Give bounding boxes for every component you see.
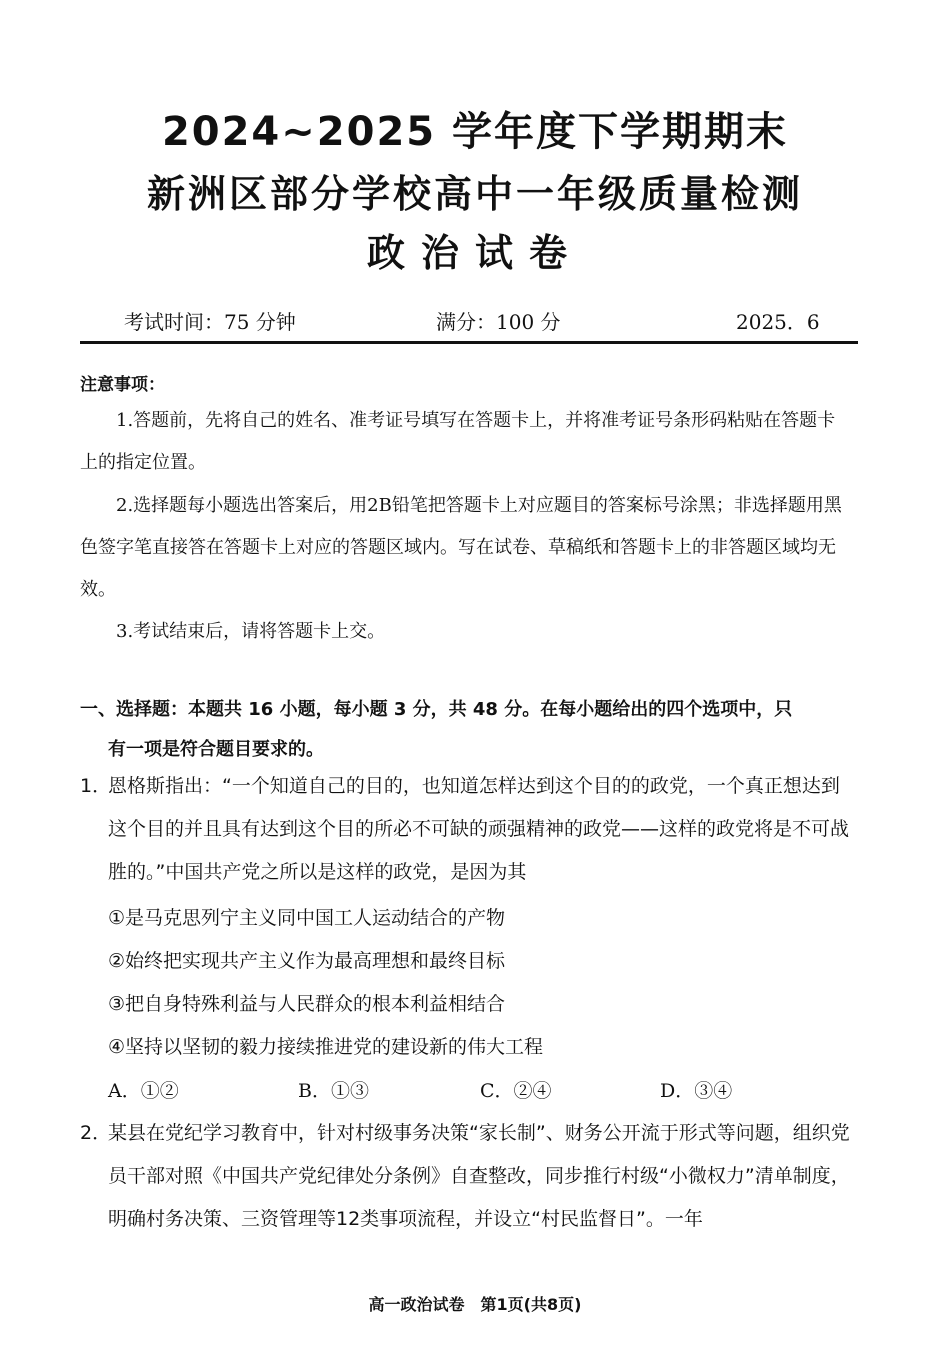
section-heading-line-2: 有一项是符合题目要求的。 (108, 739, 324, 760)
statement-3: ③把自身特殊利益与人民群众的根本利益相结合 (108, 993, 506, 1015)
section-heading (80, 690, 850, 770)
choice-a: A．①② (108, 1080, 179, 1102)
exam-time: 考试时间：75 分钟 (124, 310, 296, 334)
title-line-1: 2024~2025 学年度下学期期末 (161, 109, 789, 155)
notice-title: 注意事项： (80, 375, 165, 395)
notice-item-1: 1.答题前，先将自己的姓名、准考证号填写在答题卡上，并将准考证号条形码粘贴在答题卡上的指定位置。 (80, 410, 836, 473)
page-footer: 高一政治试卷 第1页(共8页) (368, 1295, 582, 1314)
exam-date: 2025．6 (736, 310, 820, 334)
question-stem: 某县在党纪学习教育中，针对村级事务决策“家长制”、财务公开流于形式等问题，组织党员干部对照《中国共产党纪律处分条例》自查整改，同步推行村级“小微权力”清单制度，明确村务决策、三资管理等12类事项流程，并设立“村民监督日”。一年 (108, 1122, 850, 1230)
question-number: 1． (80, 775, 112, 797)
notice-item-2: 2.选择题每小题选出答案后，用2B铅笔把答题卡上对应题目的答案标号涂黑；非选择题用黑色签字笔直接答在答题卡上对应的答题区域内。写在试卷、草稿纸和答题卡上的非答题区域均无效。 (80, 495, 842, 600)
choice-b: B．①③ (298, 1080, 369, 1102)
title-line-2: 新洲区部分学校高中一年级质量检测 (146, 172, 803, 216)
notice-item-3: 3.考试结束后，请将答题卡上交。 (116, 621, 386, 642)
section-heading-line-1: 一、选择题：本题共 16 小题，每小题 3 分，共 48 分。在每小题给出的四个选项中，只 (80, 699, 793, 720)
choice-c: C．②④ (480, 1080, 552, 1102)
statement-2: ②始终把实现共产主义作为最高理想和最终目标 (108, 950, 506, 972)
question-2 (80, 1112, 852, 1241)
question-stem: 恩格斯指出：“一个知道自己的目的，也知道怎样达到这个目的的政党，一个真正想达到这个目的并且具有达到这个目的所必不可缺的顽强精神的政党——这样的政党将是不可战胜的。”中国共产党之所以是这样的政党，是因为其 (108, 775, 850, 883)
header-divider (80, 341, 858, 344)
question-1 (80, 765, 852, 894)
statement-4: ④坚持以坚韧的毅力接续推进党的建设新的伟大工程 (108, 1036, 544, 1058)
full-score: 满分：100 分 (436, 310, 561, 334)
choice-d: D．③④ (660, 1080, 733, 1102)
title-line-3: 政治试卷 (366, 231, 583, 275)
question-number: 2． (80, 1122, 112, 1144)
statement-1: ①是马克思列宁主义同中国工人运动结合的产物 (108, 907, 506, 929)
